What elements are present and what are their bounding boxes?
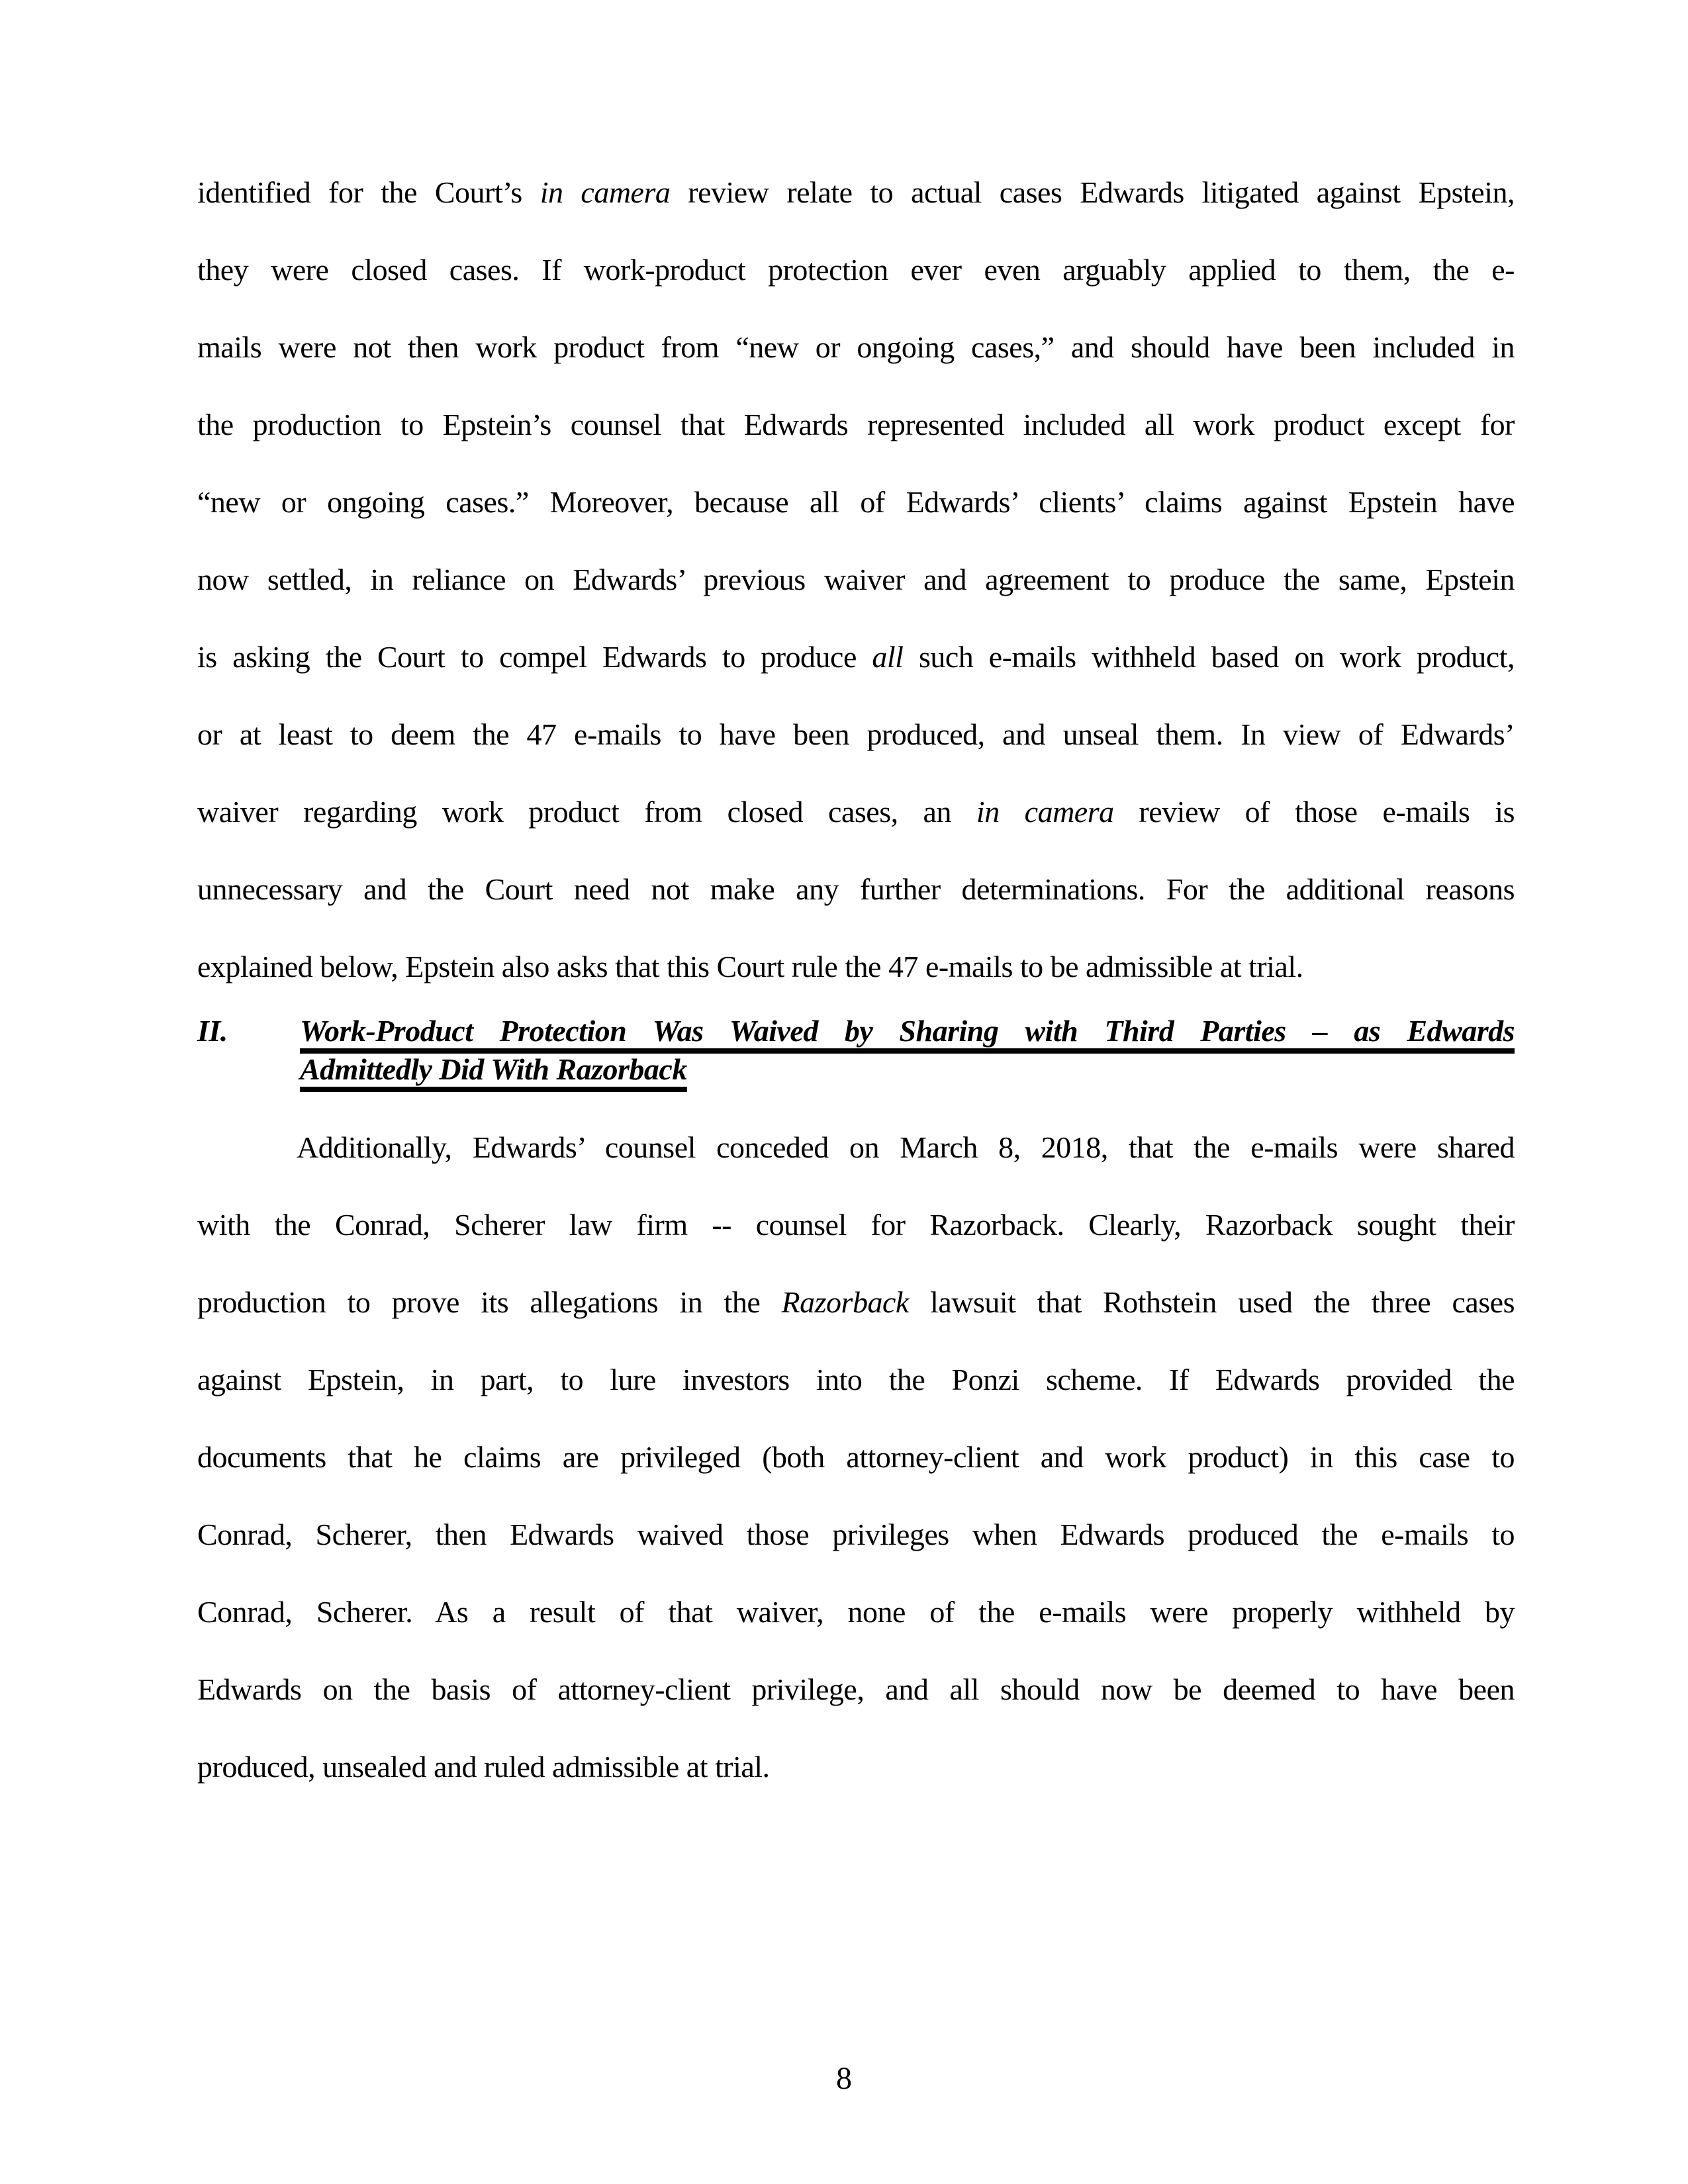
text-line bbox=[197, 1418, 1515, 1496]
text-run: mails were not then work product from “new or ongoing cases,” and should have been included in bbox=[197, 330, 1515, 364]
text-line bbox=[197, 308, 1515, 386]
text-line bbox=[197, 696, 1515, 773]
text-run: against Epstein, in part, to lure investors into the Ponzi scheme. If Edwards provided the bbox=[197, 1363, 1515, 1396]
text-run: explained below, Epstein also asks that this Court rule the 47 e-mails to be admissible at trial. bbox=[197, 950, 1303, 983]
text-run: Edwards on the basis of attorney-client privilege, and all should now be deemed to have been bbox=[197, 1672, 1515, 1706]
text-run: now settled, in reliance on Edwards’ previous waiver and agreement to produce the same, Epstein bbox=[197, 563, 1515, 596]
text-run: identified for the Court’s bbox=[197, 175, 540, 209]
text-line bbox=[197, 1651, 1515, 1728]
text-line bbox=[300, 1012, 1515, 1050]
text-run: lawsuit that Rothstein used the three cases bbox=[908, 1285, 1515, 1319]
text-run: the production to Epstein’s counsel that Edwards represented included all work product except for bbox=[197, 408, 1515, 441]
text-line bbox=[197, 1109, 1515, 1186]
text-line bbox=[197, 463, 1515, 541]
text-run: documents that he claims are privileged (both attorney-client and work product) in this case to bbox=[197, 1440, 1515, 1474]
text-line bbox=[197, 1496, 1515, 1573]
heading-numeral: II. bbox=[197, 1014, 228, 1048]
text-run: Conrad, Scherer, then Edwards waived those privileges when Edwards produced the e-mails to bbox=[197, 1518, 1515, 1551]
section-heading-2 bbox=[197, 1012, 1515, 1089]
text-line bbox=[197, 618, 1515, 696]
text-run: production to prove its allegations in the bbox=[197, 1285, 782, 1319]
text-line bbox=[197, 1186, 1515, 1263]
text-line bbox=[197, 1263, 1515, 1341]
italic-text-run: all bbox=[872, 640, 904, 674]
italic-text-run: in camera bbox=[539, 175, 671, 209]
text-run: with the Conrad, Scherer law firm -- counsel for Razorback. Clearly, Razorback sought their bbox=[197, 1208, 1515, 1242]
text-line bbox=[197, 231, 1515, 308]
text-line bbox=[197, 850, 1515, 928]
page-number: 8 bbox=[836, 2061, 852, 2096]
text-run: Admittedly Did With Razorback bbox=[300, 1052, 687, 1086]
text-run: or at least to deem the 47 e-mails to have been produced, and unseal them. In view of Edwards’ bbox=[197, 717, 1515, 751]
text-run: waiver regarding work product from closed cases, an bbox=[197, 795, 976, 829]
text-run: review of those e-mails is bbox=[1113, 795, 1515, 829]
text-run: unnecessary and the Court need not make any further determinations. For the additional reasons bbox=[197, 872, 1515, 906]
text-line bbox=[197, 386, 1515, 463]
italic-text-run: Razorback bbox=[781, 1285, 909, 1319]
text-run: Work-Product Protection Was Waived by Sharing with Third Parties – as Edwards bbox=[300, 1014, 1515, 1048]
text-block bbox=[197, 154, 1515, 1805]
text-run: “new or ongoing cases.” Moreover, because all of Edwards’ clients’ claims against Epstein have bbox=[197, 485, 1515, 519]
text-run: such e-mails withheld based on work product, bbox=[903, 640, 1515, 674]
text-line bbox=[197, 1728, 1515, 1805]
text-line bbox=[197, 541, 1515, 618]
paragraph-1 bbox=[197, 154, 1515, 1005]
text-line bbox=[197, 773, 1515, 850]
text-run: review relate to actual cases Edwards litigated against Epstein, bbox=[670, 175, 1515, 209]
text-line bbox=[197, 1573, 1515, 1651]
text-run: Additionally, Edwards’ counsel conceded on March 8, 2018, that the e-mails were shared bbox=[297, 1130, 1515, 1164]
text-run: Conrad, Scherer. As a result of that waiver, none of the e-mails were properly withheld by bbox=[197, 1595, 1515, 1629]
text-line bbox=[300, 1050, 1515, 1089]
italic-text-run: in camera bbox=[976, 795, 1114, 829]
text-run: is asking the Court to compel Edwards to produce bbox=[197, 640, 872, 674]
paragraph-2 bbox=[197, 1109, 1515, 1805]
text-run: they were closed cases. If work-product protection ever even arguably applied to them, the e- bbox=[197, 253, 1515, 287]
text-line bbox=[197, 154, 1515, 231]
text-run: produced, unsealed and ruled admissible at trial. bbox=[197, 1750, 770, 1784]
heading-text bbox=[300, 1012, 1515, 1089]
text-line bbox=[197, 928, 1515, 1005]
text-line bbox=[197, 1341, 1515, 1418]
